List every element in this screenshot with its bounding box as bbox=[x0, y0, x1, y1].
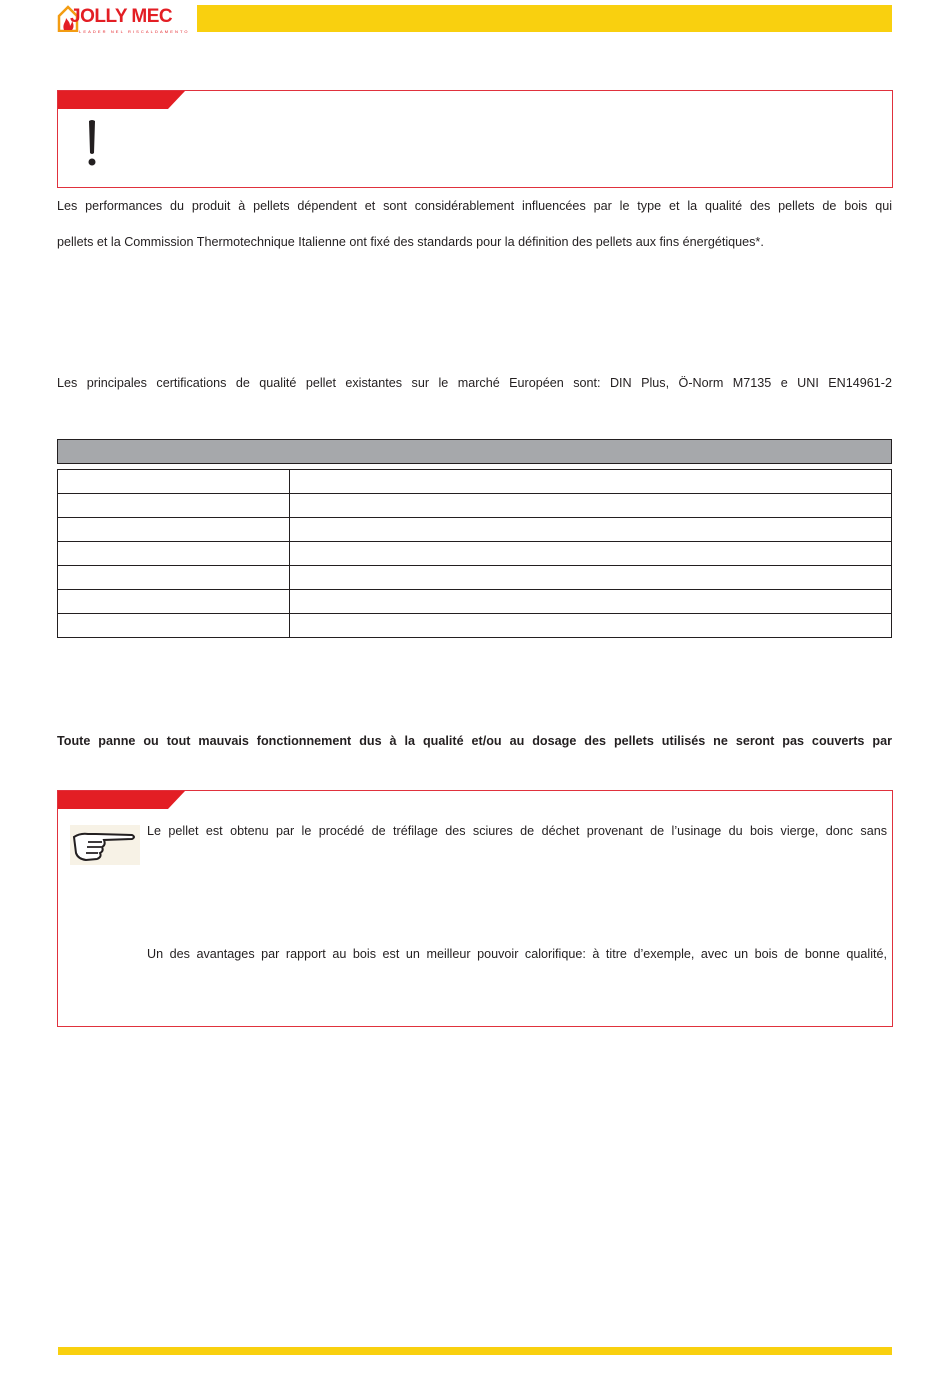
table-cell bbox=[58, 542, 290, 566]
brand-tagline: LEADER NEL RISCALDAMENTO bbox=[79, 29, 190, 34]
table-cell bbox=[58, 614, 290, 638]
table-row bbox=[58, 518, 892, 542]
table-cell bbox=[290, 614, 892, 638]
pointing-hand-icon bbox=[70, 825, 140, 865]
note-box bbox=[57, 790, 893, 1027]
table-cell bbox=[58, 518, 290, 542]
note-flag bbox=[58, 791, 185, 809]
table-row bbox=[58, 494, 892, 518]
table-cell bbox=[290, 518, 892, 542]
jolly-mec-logo bbox=[57, 4, 197, 34]
table-row bbox=[58, 470, 892, 494]
note-line-2: Un des avantages par rapport au bois est un meilleur pouvoir calorifique: à titre d’exemple, avec un bois de bonne qualité, bbox=[147, 947, 887, 961]
footer-bar bbox=[58, 1347, 892, 1355]
table-cell bbox=[58, 470, 290, 494]
intro-line-1: Les performances du produit à pellets dépendent et sont considérablement influencées par le type et la qualité des pellets de bois qui bbox=[57, 199, 892, 213]
table-cell bbox=[290, 590, 892, 614]
table-row bbox=[58, 566, 892, 590]
table-cell bbox=[290, 566, 892, 590]
brand-name: JOLLY MEC bbox=[70, 6, 173, 27]
warning-flag bbox=[58, 91, 185, 109]
exclamation-icon bbox=[87, 119, 97, 167]
table-header bbox=[57, 439, 892, 464]
table-row bbox=[58, 542, 892, 566]
table-cell bbox=[290, 542, 892, 566]
disclaimer-text: Toute panne ou tout mauvais fonctionnement dus à la qualité et/ou au dosage des pellets utilisés ne seront pas couverts par bbox=[57, 734, 892, 748]
table-cell bbox=[58, 566, 290, 590]
pellet-spec-table bbox=[57, 469, 892, 638]
table-cell bbox=[58, 494, 290, 518]
table-row bbox=[58, 614, 892, 638]
certifications-text: Les principales certifications de qualité pellet existantes sur le marché Européen sont: DIN Plus, Ö-Norm M7135 e UNI EN14961-2 bbox=[57, 376, 892, 390]
table-cell bbox=[290, 470, 892, 494]
note-line-1: Le pellet est obtenu par le procédé de tréfilage des sciures de déchet provenant de l’usinage du bois vierge, donc sans bbox=[147, 824, 887, 838]
header-bar bbox=[197, 5, 892, 32]
table-cell bbox=[290, 494, 892, 518]
intro-line-2: pellets et la Commission Thermotechnique Italienne ont fixé des standards pour la définition des pellets aux fins énergétiques*. bbox=[57, 235, 764, 249]
table-row bbox=[58, 590, 892, 614]
table-cell bbox=[58, 590, 290, 614]
warning-box bbox=[57, 90, 893, 188]
